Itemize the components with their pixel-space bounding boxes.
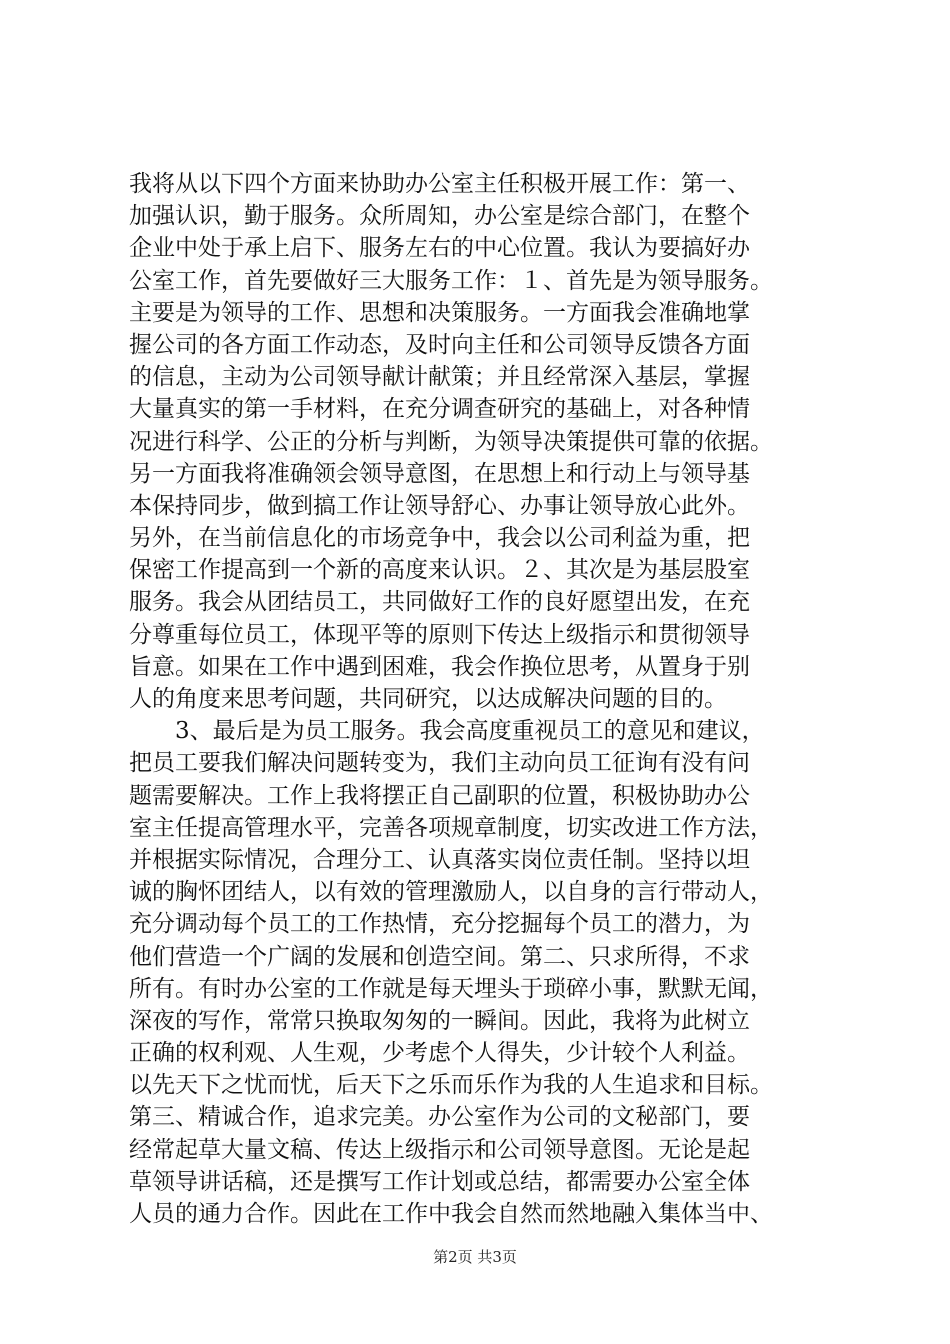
text-line: 握公司的各方面工作动态，及时向主任和公司领导反馈各方面 bbox=[129, 331, 750, 358]
text-line: 所有。有时办公室的工作就是每天埋头于琐碎小事，默默无闻， bbox=[129, 975, 773, 1002]
text-line: 充分调动每个员工的工作热情，充分挖掘每个员工的潜力，为 bbox=[129, 911, 750, 938]
text-line: 人的角度来思考问题，共同研究，以达成解决问题的目的。 bbox=[129, 686, 727, 712]
page-footer: 第2页 共3页 bbox=[433, 1248, 517, 1266]
text-line: 另一方面我将准确领会领导意图，在思想上和行动上与领导基 bbox=[129, 460, 750, 487]
text-line: 人员的通力合作。因此在工作中我会自然而然地融入集体当中、 bbox=[129, 1201, 773, 1227]
text-line: 大量真实的第一手材料，在充分调查研究的基础上，对各种情 bbox=[129, 396, 750, 423]
text-line: 况进行科学、公正的分析与判断，为领导决策提供可靠的依据。 bbox=[129, 428, 773, 455]
text-line: 本保持同步，做到搞工作让领导舒心、办事让领导放心此外。 bbox=[129, 492, 750, 519]
text-line: 加强认识，勤于服务。众所周知，办公室是综合部门，在整个 bbox=[129, 203, 750, 230]
text-line: 正确的权利观、人生观，少考虑个人得失，少计较个人利益。 bbox=[129, 1040, 750, 1067]
text-line: 并根据实际情况，合理分工、认真落实岗位责任制。坚持以坦 bbox=[129, 846, 750, 873]
text-line: 旨意。如果在工作中遇到困难，我会作换位思考，从置身于别 bbox=[129, 653, 750, 680]
text-line: 诚的胸怀团结人，以有效的管理激励人，以自身的言行带动人， bbox=[129, 879, 773, 906]
text-line: 经常起草大量文稿、传达上级指示和公司领导意图。无论是起 bbox=[129, 1136, 750, 1163]
text-line: 他们营造一个广阔的发展和创造空间。第二、只求所得，不求 bbox=[129, 943, 750, 970]
text-line: 服务。我会从团结员工，共同做好工作的良好愿望出发，在充 bbox=[129, 589, 750, 616]
text-line: 企业中处于承上启下、服务左右的中心位置。我认为要搞好办 bbox=[129, 235, 750, 262]
text-line: 第三、精诚合作，追求完美。办公室作为公司的文秘部门，要 bbox=[129, 1104, 750, 1131]
text-line: 深夜的写作，常常只换取匆匆的一瞬间。因此，我将为此树立 bbox=[129, 1007, 750, 1034]
body-text bbox=[129, 168, 859, 1230]
text-line: 室主任提高管理水平，完善各项规章制度，切实改进工作方法， bbox=[129, 814, 773, 841]
text-line: 公室工作，首先要做好三大服务工作：１、首先是为领导服务。 bbox=[129, 267, 773, 294]
text-line: 以先天下之忧而忧，后天下之乐而乐作为我的人生追求和目标。 bbox=[129, 1072, 773, 1099]
text-line: 把员工要我们解决问题转变为，我们主动向员工征询有没有问 bbox=[129, 750, 750, 777]
text-line: 主要是为领导的工作、思想和决策服务。一方面我会准确地掌 bbox=[129, 299, 750, 326]
text-line: 草领导讲话稿，还是撰写工作计划或总结，都需要办公室全体 bbox=[129, 1168, 750, 1195]
text-line: 分尊重每位员工，体现平等的原则下传达上级指示和贯彻领导 bbox=[129, 621, 750, 648]
text-line: 3、最后是为员工服务。我会高度重视员工的意见和建议， bbox=[175, 718, 765, 745]
text-line: 我将从以下四个方面来协助办公室主任积极开展工作：第一、 bbox=[129, 171, 750, 197]
text-line: 保密工作提高到一个新的高度来认识。２、其次是为基层股室 bbox=[129, 557, 750, 584]
text-line: 的信息，主动为公司领导献计献策；并且经常深入基层，掌握 bbox=[129, 364, 750, 391]
text-line: 题需要解决。工作上我将摆正自己副职的位置，积极协助办公 bbox=[129, 782, 750, 809]
text-line: 另外，在当前信息化的市场竞争中，我会以公司利益为重，把 bbox=[129, 525, 750, 552]
